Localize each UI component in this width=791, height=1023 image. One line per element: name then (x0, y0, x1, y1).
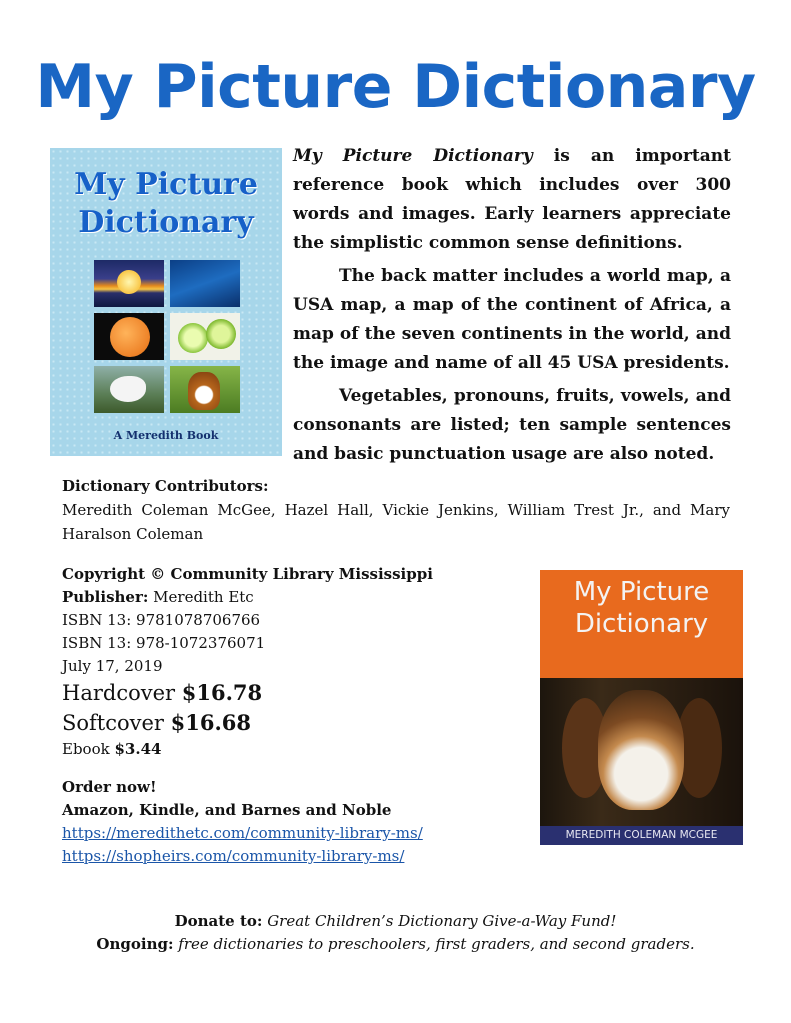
cover-title-line: My Picture (573, 577, 710, 607)
donate-line (0, 910, 791, 933)
lime-image (170, 313, 240, 360)
contributors-section (62, 474, 730, 546)
price-label: Softcover (62, 711, 171, 735)
cover-title-line: Dictionary (78, 205, 254, 240)
copyright-line: Copyright © Community Library Mississippi (62, 565, 433, 583)
dog-head (598, 690, 684, 810)
donate-value: Great Children’s Dictionary Give-a-Way Fund! (262, 912, 617, 930)
cover-author: MEREDITH COLEMAN MCGEE (540, 826, 743, 845)
cover-title (50, 166, 282, 242)
donate-label: Donate to: (174, 912, 263, 930)
intro-paragraph-3: Vegetables, pronouns, fruits, vowels, and consonants are listed; ten sample sentences and basic punctuation usage are also noted. (293, 386, 731, 464)
intro-text (293, 142, 731, 473)
contributors-names: Meredith Coleman McGee, Hazel Hall, Vickie Jenkins, William Trest Jr., and Mary Haralson Coleman (62, 501, 730, 543)
cover-title (540, 576, 743, 640)
store-list: Amazon, Kindle, and Barnes and Noble (62, 801, 392, 819)
isbn-line: ISBN 13: 9781078706766 (62, 611, 261, 629)
ocean-image (170, 260, 240, 307)
ebook-price (62, 738, 502, 761)
price-value: $16.78 (181, 680, 263, 705)
order-heading: Order now! (62, 778, 157, 796)
ongoing-line (0, 933, 791, 956)
intro-paragraph-1 (293, 142, 731, 258)
publisher-line (62, 586, 502, 609)
price-label: Hardcover (62, 681, 182, 705)
sunset-image (94, 260, 164, 307)
publication-info (62, 563, 502, 761)
book-title-inline: My Picture Dictionary (293, 146, 533, 166)
hardcover-price (62, 678, 502, 708)
order-section (62, 776, 522, 868)
dog-photo (540, 678, 743, 826)
isbn-line: ISBN 13: 978-1072376071 (62, 634, 266, 652)
book-cover-image (50, 148, 282, 456)
order-link-shopheirs[interactable]: https://shopheirs.com/community-library-ms/ (62, 847, 405, 865)
moon-image (94, 313, 164, 360)
order-link-meredithetc[interactable]: https://meredithetc.com/community-library-ms/ (62, 824, 423, 842)
intro-text-span: is an important reference book which includes over 300 words and images. Early learners appreciate the simplistic common sense definitions. (293, 146, 731, 253)
ongoing-value: free dictionaries to preschoolers, first graders, and second graders. (173, 935, 695, 953)
collie-image (170, 366, 240, 413)
price-value: $16.68 (170, 710, 252, 735)
cover-title-line: My Picture (74, 167, 258, 202)
publisher-label: Publisher: (62, 588, 149, 606)
publisher-value: Meredith Etc (148, 588, 254, 606)
cover-publisher-mark: A Meredith Book (113, 429, 219, 442)
price-label: Ebook (62, 740, 115, 758)
cover-title-line: Dictionary (574, 609, 709, 639)
price-value: $3.44 (114, 740, 162, 758)
book-cover-image-dog (540, 570, 743, 845)
publication-date: July 17, 2019 (62, 657, 163, 675)
ongoing-label: Ongoing: (96, 935, 174, 953)
softcover-price (62, 708, 502, 738)
footer-section (0, 910, 791, 956)
dove-image (94, 366, 164, 413)
contributors-heading: Dictionary Contributors: (62, 477, 269, 495)
intro-paragraph-2: The back matter includes a world map, a USA map, a map of the continent of Africa, a map of the seven continents in the world, and the image and name of all 45 USA presidents. (293, 266, 731, 373)
page-title: My Picture Dictionary (35, 52, 756, 122)
